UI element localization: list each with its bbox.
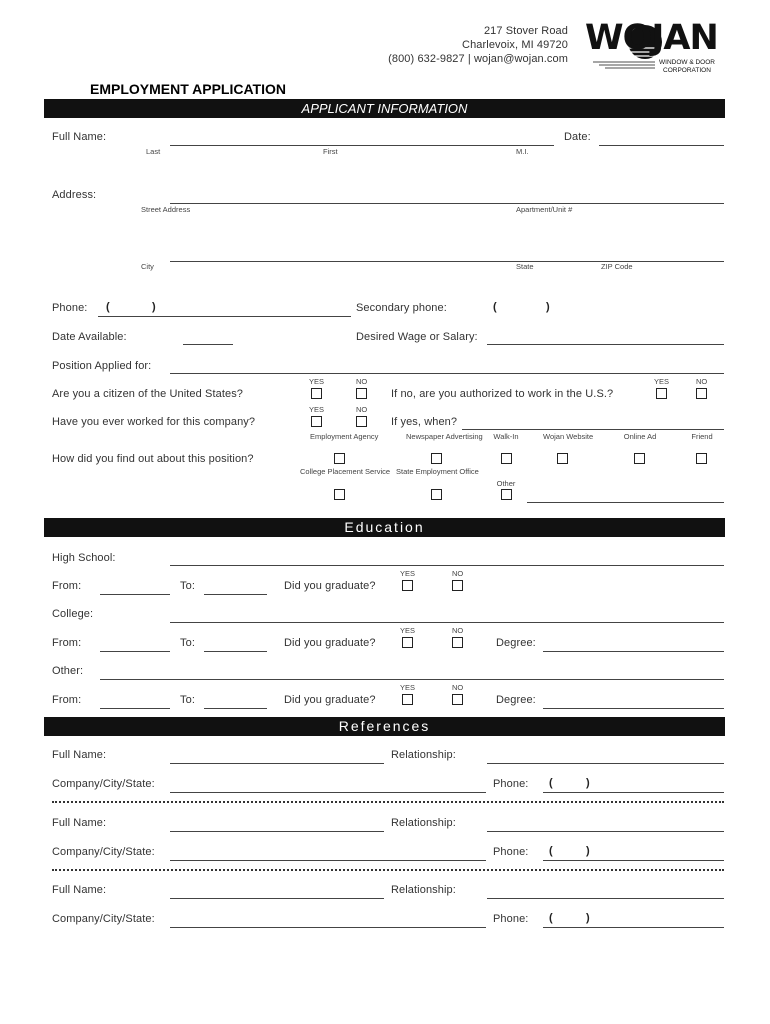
ref2-company-field[interactable] xyxy=(170,860,486,861)
applicant-section-header: APPLICANT INFORMATION xyxy=(44,99,725,118)
ref2-paren-open: ( xyxy=(549,845,553,857)
date-field[interactable] xyxy=(599,145,724,146)
desired-wage-field[interactable] xyxy=(487,344,724,345)
source-other-checkbox[interactable] xyxy=(501,489,512,500)
source-newspaper-caption: Newspaper Advertising xyxy=(406,432,483,441)
citizen-no-caption: NO xyxy=(356,377,368,386)
ref2-name-field[interactable] xyxy=(170,831,384,832)
position-field[interactable] xyxy=(170,373,724,374)
source-wojan-website-caption: Wojan Website xyxy=(543,432,594,441)
hs-no-caption: NO xyxy=(452,569,464,578)
logo-text: WOJAN xyxy=(585,18,718,58)
ref2-relationship-label: Relationship: xyxy=(391,817,456,829)
if-yes-when-field[interactable] xyxy=(462,429,724,430)
company-address-line2: Charlevoix, MI 49720 xyxy=(462,39,568,51)
hs-from-field[interactable] xyxy=(100,594,170,595)
source-walk-in-checkbox[interactable] xyxy=(501,453,512,464)
college-no-caption: NO xyxy=(452,626,464,635)
ref2-relationship-field[interactable] xyxy=(487,831,724,832)
phone-label: Phone: xyxy=(52,302,88,314)
authorized-no-caption: NO xyxy=(696,377,708,386)
college-yes-caption: YES xyxy=(400,626,416,635)
other-graduate-label: Did you graduate? xyxy=(284,694,376,706)
hs-graduate-no-checkbox[interactable] xyxy=(452,580,463,591)
secondary-paren-open: ( xyxy=(493,301,497,313)
ref3-relationship-label: Relationship: xyxy=(391,884,456,896)
ref2-name-label: Full Name: xyxy=(52,817,107,829)
date-available-label: Date Available: xyxy=(52,331,127,343)
ref3-phone-field[interactable] xyxy=(543,927,724,928)
ref3-relationship-field[interactable] xyxy=(487,898,724,899)
source-state-employment-caption: State Employment Office xyxy=(396,467,479,476)
other-to-label: To: xyxy=(180,694,195,706)
ref3-name-field[interactable] xyxy=(170,898,384,899)
logo-sub2: CORPORATION xyxy=(663,67,711,74)
ref3-company-label: Company/City/State: xyxy=(52,913,155,925)
hs-graduate-label: Did you graduate? xyxy=(284,580,376,592)
ref1-name-label: Full Name: xyxy=(52,749,107,761)
mi-caption: M.I. xyxy=(516,147,529,156)
source-newspaper-checkbox[interactable] xyxy=(431,453,442,464)
other-graduate-yes-checkbox[interactable] xyxy=(402,694,413,705)
ref2-paren-close: ) xyxy=(586,845,590,857)
worked-no-checkbox[interactable] xyxy=(356,416,367,427)
desired-wage-label: Desired Wage or Salary: xyxy=(356,331,478,343)
college-to-field[interactable] xyxy=(204,651,267,652)
college-to-label: To: xyxy=(180,637,195,649)
source-online-ad-caption: Online Ad xyxy=(623,432,657,441)
authorized-no-checkbox[interactable] xyxy=(696,388,707,399)
city-caption: City xyxy=(141,262,154,271)
hs-yes-caption: YES xyxy=(400,569,416,578)
ref3-name-label: Full Name: xyxy=(52,884,107,896)
secondary-paren-close: ) xyxy=(546,301,550,313)
citizen-no-checkbox[interactable] xyxy=(356,388,367,399)
ref-divider-2 xyxy=(52,869,724,871)
authorized-yes-checkbox[interactable] xyxy=(656,388,667,399)
hs-from-label: From: xyxy=(52,580,82,592)
college-graduate-no-checkbox[interactable] xyxy=(452,637,463,648)
authorized-question: If no, are you authorized to work in the U.S.? xyxy=(391,388,614,400)
other-from-field[interactable] xyxy=(100,708,170,709)
college-graduate-label: Did you graduate? xyxy=(284,637,376,649)
source-college-placement-checkbox[interactable] xyxy=(334,489,345,500)
company-address-line1: 217 Stover Road xyxy=(483,25,568,37)
source-employment-agency-checkbox[interactable] xyxy=(334,453,345,464)
other-education-label: Other: xyxy=(52,665,84,677)
citizen-yes-caption: YES xyxy=(309,377,325,386)
source-wojan-website-checkbox[interactable] xyxy=(557,453,568,464)
other-yes-caption: YES xyxy=(400,683,416,692)
source-other-field[interactable] xyxy=(527,502,724,503)
state-caption: State xyxy=(516,262,534,271)
worked-yes-checkbox[interactable] xyxy=(311,416,322,427)
ref-divider-1 xyxy=(52,801,724,803)
ref1-phone-field[interactable] xyxy=(543,792,724,793)
source-online-ad-checkbox[interactable] xyxy=(634,453,645,464)
references-section-header: References xyxy=(44,717,725,736)
if-yes-when-label: If yes, when? xyxy=(391,416,458,428)
doc-title: EMPLOYMENT APPLICATION xyxy=(90,81,286,97)
ref2-phone-label: Phone: xyxy=(493,846,529,858)
source-friend-checkbox[interactable] xyxy=(696,453,707,464)
college-from-field[interactable] xyxy=(100,651,170,652)
date-available-field[interactable] xyxy=(183,344,233,345)
education-section-header: Education xyxy=(44,518,725,537)
college-label: College: xyxy=(52,608,94,620)
hs-to-field[interactable] xyxy=(204,594,267,595)
ref1-phone-label: Phone: xyxy=(493,778,529,790)
other-education-field[interactable] xyxy=(100,679,724,680)
apt-caption: Apartment/Unit # xyxy=(516,205,573,214)
ref3-paren-close: ) xyxy=(586,912,590,924)
phone-paren-open: ( xyxy=(106,301,110,313)
source-college-placement-caption: College Placement Service xyxy=(300,467,391,476)
company-contact: (800) 632-9827 | wojan@wojan.com xyxy=(388,53,568,65)
source-walk-in-caption: Walk-In xyxy=(493,432,519,441)
other-degree-field[interactable] xyxy=(543,708,724,709)
college-from-label: From: xyxy=(52,637,82,649)
logo-sub1: WINDOW & DOOR xyxy=(659,59,715,66)
ref1-relationship-label: Relationship: xyxy=(391,749,456,761)
hs-to-label: To: xyxy=(180,580,195,592)
last-caption: Last xyxy=(146,147,161,156)
secondary-phone-label: Secondary phone: xyxy=(356,302,447,314)
address-label: Address: xyxy=(52,189,97,201)
source-state-employment-checkbox[interactable] xyxy=(431,489,442,500)
worked-no-caption: NO xyxy=(356,405,368,414)
zip-caption: ZIP Code xyxy=(601,262,633,271)
ref3-phone-label: Phone: xyxy=(493,913,529,925)
college-degree-label: Degree: xyxy=(496,637,536,649)
ref1-paren-open: ( xyxy=(549,777,553,789)
source-employment-agency-caption: Employment Agency xyxy=(310,432,379,441)
city-state-zip-field[interactable] xyxy=(170,261,724,262)
high-school-field[interactable] xyxy=(170,565,724,566)
phone-paren-close: ) xyxy=(152,301,156,313)
other-no-caption: NO xyxy=(452,683,464,692)
college-degree-field[interactable] xyxy=(543,651,724,652)
date-label: Date: xyxy=(564,131,591,143)
high-school-label: High School: xyxy=(52,552,116,564)
ref3-paren-open: ( xyxy=(549,912,553,924)
ref1-paren-close: ) xyxy=(586,777,590,789)
college-field[interactable] xyxy=(170,622,724,623)
authorized-yes-caption: YES xyxy=(654,377,670,386)
first-caption: First xyxy=(323,147,338,156)
worked-question: Have you ever worked for this company? xyxy=(52,416,256,428)
citizen-yes-checkbox[interactable] xyxy=(311,388,322,399)
ref1-relationship-field[interactable] xyxy=(487,763,724,764)
other-from-label: From: xyxy=(52,694,82,706)
ref1-company-field[interactable] xyxy=(170,792,486,793)
citizen-question: Are you a citizen of the United States? xyxy=(52,388,244,400)
company-logo xyxy=(585,18,725,80)
street-caption: Street Address xyxy=(141,205,191,214)
phone-field[interactable] xyxy=(98,316,351,317)
full-name-field[interactable] xyxy=(170,145,554,146)
worked-yes-caption: YES xyxy=(309,405,325,414)
find-question: How did you find out about this position? xyxy=(52,453,254,465)
full-name-label: Full Name: xyxy=(52,131,107,143)
hs-graduate-yes-checkbox[interactable] xyxy=(402,580,413,591)
other-to-field[interactable] xyxy=(204,708,267,709)
street-address-field[interactable] xyxy=(170,203,724,204)
source-other-caption: Other xyxy=(496,479,516,488)
ref2-company-label: Company/City/State: xyxy=(52,846,155,858)
ref1-company-label: Company/City/State: xyxy=(52,778,155,790)
ref1-name-field[interactable] xyxy=(170,763,384,764)
other-degree-label: Degree: xyxy=(496,694,536,706)
college-graduate-yes-checkbox[interactable] xyxy=(402,637,413,648)
source-friend-caption: Friend xyxy=(691,432,713,441)
ref3-company-field[interactable] xyxy=(170,927,486,928)
ref2-phone-field[interactable] xyxy=(543,860,724,861)
other-graduate-no-checkbox[interactable] xyxy=(452,694,463,705)
position-label: Position Applied for: xyxy=(52,360,152,372)
